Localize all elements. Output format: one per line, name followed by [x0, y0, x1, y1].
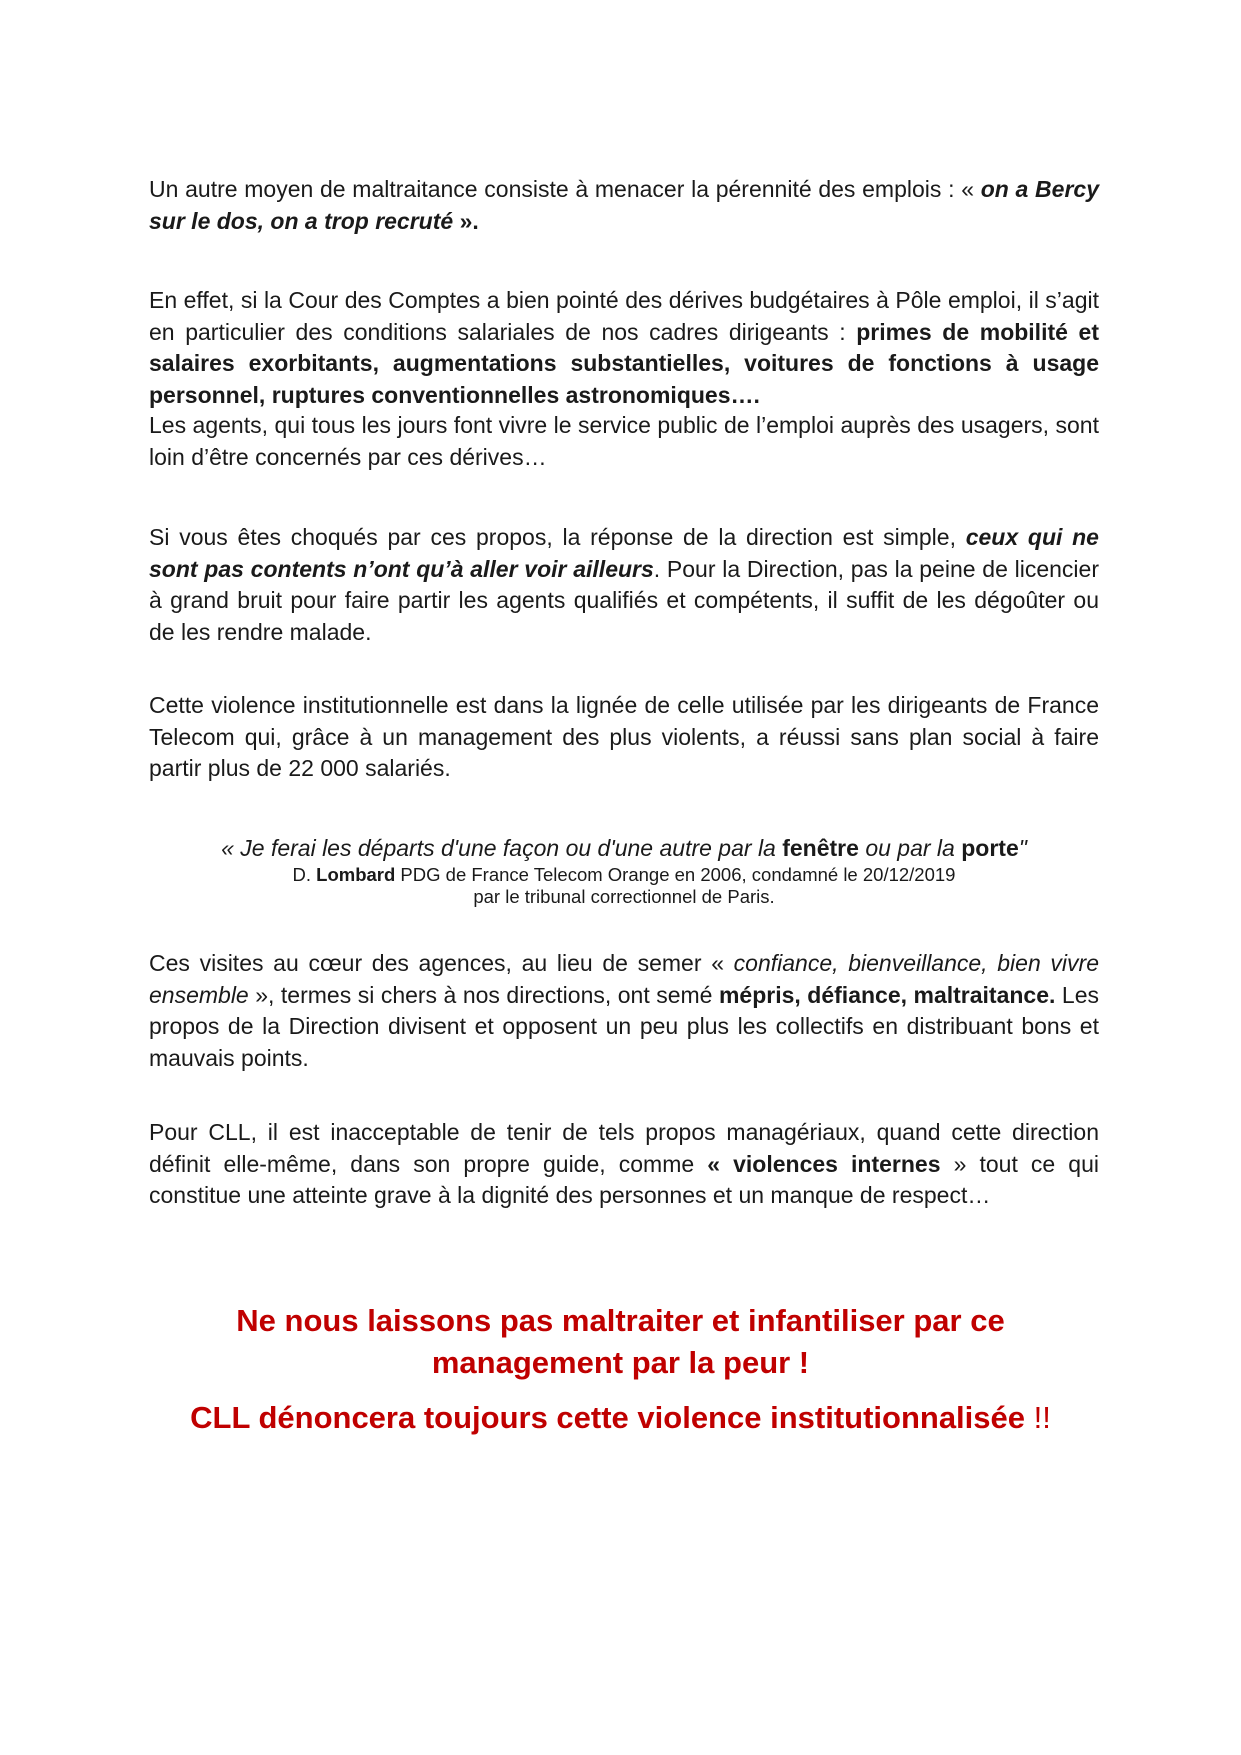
paragraph-direction-response: Si vous êtes choqués par ces propos, la réponse de la direction est simple, ceux qui ne sont pas contents n’ont qu’à aller voir ailleurs. Pour la Direction, pas la peine de licencier à grand bruit pour faire partir les agents qualifiés et compétents, il suffit de les dégoûter ou de les rendre malade. — [149, 524, 1099, 645]
conclusion-cll-statement: CLL dénoncera toujours cette violence institutionnalisée !! — [190, 1400, 1051, 1435]
paragraph-cll-position: Pour CLL, il est inacceptable de tenir de tels propos managériaux, quand cette direction définit elle-même, dans son propre guide, comme « violences internes » tout ce qui constitue une atteinte grave à la dignité des personnes et un manque de respect… — [149, 1119, 1100, 1208]
paragraph-job-threat: Un autre moyen de maltraitance consiste à menacer la pérennité des emplois : « on a Bercy sur le dos, on a trop recruté ». — [149, 176, 1099, 234]
paragraph-france-telecom: Cette violence institutionnelle est dans la lignée de celle utilisée par les dirigeants de France Telecom qui, grâce à un management des plus violents, a réussi sans plan social à faire partir plus de 22 000 salariés. — [149, 692, 1099, 781]
quote-aller-voir-ailleurs: ceux qui ne sont pas contents n’ont qu’à aller voir ailleurs — [149, 524, 1099, 582]
conclusion-slogan: Ne nous laissons pas maltraiter et infantiliser par ce management par la peur ! — [236, 1303, 1005, 1380]
lombard-quote: « Je ferai les départs d'une façon ou d'une autre par la fenêtre ou par la porte" — [221, 835, 1027, 861]
lombard-quote-block — [149, 833, 1099, 908]
paragraph-cour-des-comptes: En effet, si la Cour des Comptes a bien pointé des dérives budgétaires à Pôle emploi, il s’agit en particulier des conditions salariales de nos cadres dirigeants : primes de mobilité et salaires exorbitants, augmentations substantielles, voitures de fonctions à usage personnel, ruptures conventionnelles astronomiques…. — [149, 287, 1099, 408]
quote-bercy: on a Bercy sur le dos, on a trop recruté — [149, 176, 1099, 234]
paragraph-agency-visits: Ces visites au cœur des agences, au lieu de semer « confiance, bienveillance, bien vivre ensemble », termes si chers à nos directions, ont semé mépris, défiance, maltraitance. Les propos de la Direction divisent et opposent un peu plus les collectifs en distribuant bons et mauvais points. — [149, 950, 1099, 1071]
paragraph-agents: Les agents, qui tous les jours font vivre le service public de l’emploi auprès des usagers, sont loin d’être concernés par ces dérives… — [149, 412, 1099, 470]
bold-executive-perks: primes de mobilité et salaires exorbitants, augmentations substantielles, voitures de fonctions à usage personnel, ruptures conventionnelles astronomiques…. — [149, 318, 1099, 408]
lombard-attribution: D. Lombard PDG de France Telecom Orange en 2006, condamné le 20/12/2019 par le tribunal correctionnel de Paris. — [292, 864, 956, 907]
